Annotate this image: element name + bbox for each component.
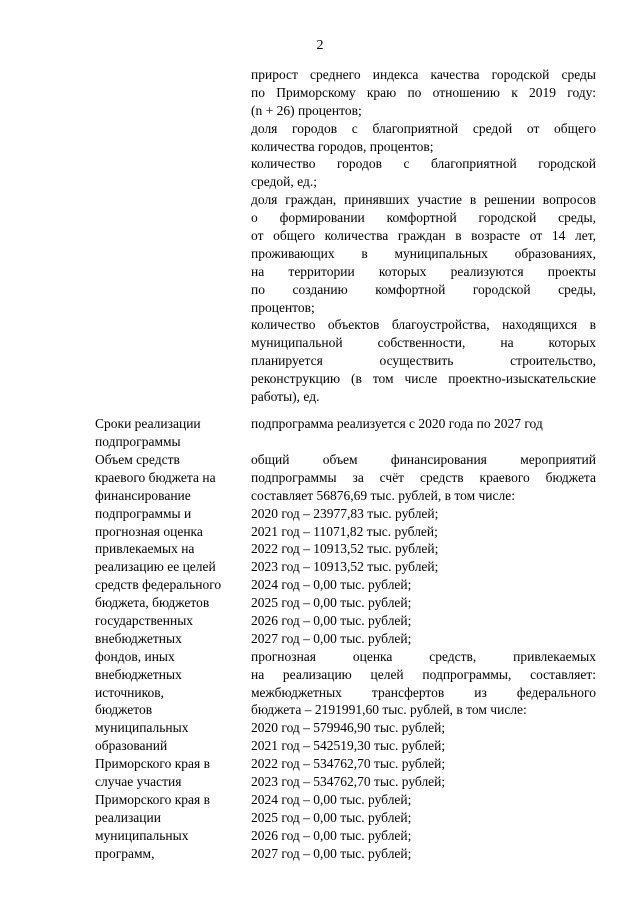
indicator-line: о формировании комфортной городской среды,	[251, 210, 596, 226]
financing-label-line: муниципальных	[95, 827, 189, 843]
financing-label	[95, 451, 245, 862]
financing-value-line: 2026 год – 0,00 тыс. рублей;	[251, 613, 412, 629]
financing-value-line: 2027 год – 0,00 тыс. рублей;	[251, 630, 412, 646]
indicator-line: (n + 26) процентов;	[251, 102, 362, 118]
financing-label-line: программ,	[95, 845, 155, 861]
page-number: 2	[316, 38, 324, 53]
financing-value-line: 2024 год – 0,00 тыс. рублей;	[251, 577, 412, 593]
financing-label-line: средств федерального	[95, 577, 222, 593]
financing-value-line: 2023 год – 534762,70 тыс. рублей;	[251, 774, 446, 790]
financing-label-line: привлекаемых на	[95, 541, 195, 557]
financing-value-line: бюджета – 2191991,60 тыс. рублей, в том числе:	[251, 702, 527, 718]
financing-label-line: прогнозная оценка	[95, 523, 203, 539]
financing-value-line: 2027 год – 0,00 тыс. рублей;	[251, 845, 412, 861]
terms-label-line: подпрограммы	[95, 433, 181, 449]
indicator-line: количества городов, процентов;	[251, 138, 434, 154]
financing-label-line: реализацию ее целей	[95, 559, 216, 575]
terms-value-block	[251, 415, 596, 433]
indicator-line: доля городов с благоприятной средой от общего	[251, 120, 596, 136]
financing-label-line: внебюджетных	[95, 666, 182, 682]
financing-label-line: образований	[95, 738, 168, 754]
terms-label-line: Сроки реализации	[95, 416, 201, 431]
indicator-line: реконструкцию (в том числе проектно-изыскательские	[251, 371, 596, 387]
financing-label-line: муниципальных	[95, 720, 189, 736]
financing-label-line: Приморского края в	[95, 756, 210, 772]
terms-value: подпрограмма реализуется с 2020 года по 2027 год	[251, 416, 543, 431]
indicator-line: проживающих в муниципальных образованиях,	[251, 245, 596, 261]
terms-label	[95, 415, 245, 451]
indicator-line: на территории которых реализуются проекты	[251, 263, 596, 279]
financing-label-line: бюджета, бюджетов	[95, 595, 210, 611]
indicator-line: работы), ед.	[251, 389, 320, 405]
financing-label-line: бюджетов	[95, 702, 153, 718]
financing-value-line: межбюджетных трансфертов из федерального	[251, 684, 596, 700]
financing-label-line: Объем средств	[95, 452, 180, 467]
financing-value-line: 2020 год – 579946,90 тыс. рублей;	[251, 720, 446, 736]
financing-value-line: 2024 год – 0,00 тыс. рублей;	[251, 791, 412, 807]
financing-value-line: общий объем финансирования мероприятий	[251, 452, 596, 467]
financing-label-line: финансирование	[95, 487, 191, 503]
financing-value-line: 2025 год – 0,00 тыс. рублей;	[251, 595, 412, 611]
financing-value-line: на реализацию целей подпрограммы, составляет:	[251, 666, 596, 682]
financing-value-line: 2020 год – 23977,83 тыс. рублей;	[251, 505, 439, 521]
financing-value-line: подпрограммы за счёт средств краевого бюджета	[251, 469, 596, 485]
financing-value-block	[251, 451, 596, 862]
financing-value-line: 2023 год – 10913,52 тыс. рублей;	[251, 559, 439, 575]
financing-label-line: подпрограммы и	[95, 505, 192, 521]
financing-value-line: 2021 год – 542519,30 тыс. рублей;	[251, 738, 446, 754]
indicator-line: по Приморскому краю по отношению к 2019 году:	[251, 84, 596, 100]
financing-label-line: внебюджетных	[95, 630, 182, 646]
indicator-line: количество объектов благоустройства, находящихся в	[251, 317, 596, 333]
financing-value-line: 2025 год – 0,00 тыс. рублей;	[251, 809, 412, 825]
indicators-continued-block	[251, 66, 596, 406]
indicator-line: планируется осуществить строительство,	[251, 353, 596, 369]
indicator-line: доля граждан, принявших участие в решении вопросов	[251, 192, 596, 208]
indicator-line: средой, ед.;	[251, 174, 317, 190]
indicator-line: прирост среднего индекса качества городской среды	[251, 67, 596, 82]
financing-label-line: источников,	[95, 684, 164, 700]
indicator-line: от общего количества граждан в возрасте от 14 лет,	[251, 228, 596, 244]
financing-label-line: случае участия	[95, 774, 182, 790]
indicator-line: муниципальной собственности, на которых	[251, 335, 596, 351]
financing-value-line: 2022 год – 10913,52 тыс. рублей;	[251, 541, 439, 557]
financing-label-line: Приморского края в	[95, 791, 210, 807]
financing-value-line: 2021 год – 11071,82 тыс. рублей;	[251, 523, 438, 539]
indicator-line: количество городов с благоприятной городской	[251, 156, 596, 172]
financing-value-line: прогнозная оценка средств, привлекаемых	[251, 648, 596, 664]
financing-label-line: реализации	[95, 809, 161, 825]
financing-label-line: краевого бюджета на	[95, 469, 216, 485]
indicator-line: по созданию комфортной городской среды,	[251, 281, 596, 297]
financing-value-line: составляет 56876,69 тыс. рублей, в том числе:	[251, 487, 515, 503]
indicator-line: процентов;	[251, 299, 315, 315]
financing-label-line: фондов, иных	[95, 648, 175, 664]
financing-value-line: 2026 год – 0,00 тыс. рублей;	[251, 827, 412, 843]
financing-label-line: государственных	[95, 613, 194, 629]
financing-value-line: 2022 год – 534762,70 тыс. рублей;	[251, 756, 446, 772]
